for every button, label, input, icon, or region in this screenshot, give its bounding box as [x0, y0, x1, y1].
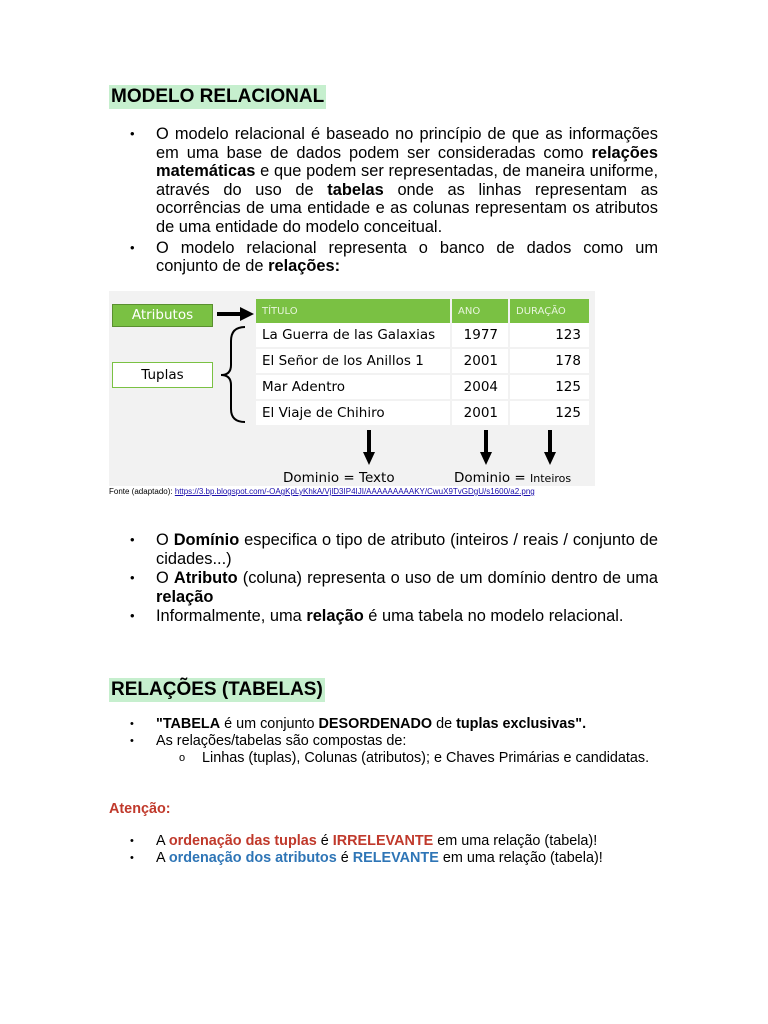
bullet-text: O modelo relacional representa o banco de dados como um conjunto de de relações: — [156, 238, 658, 276]
bullet-item-tabela-definicao — [0, 716, 768, 733]
table-header-row — [256, 299, 590, 323]
bullet-item-ordenacao-tuplas — [0, 833, 768, 850]
source-link[interactable]: https://3.bp.blogspot.com/-OAgKpLyKhkA/VjlD3IP4IJI/AAAAAAAAAKY/CwuX9TvGDgU/s1600/a2.png — [174, 487, 535, 496]
tabelas-bullet-list — [0, 716, 768, 767]
bullet-text: As relações/tabelas são compostas de: — [156, 733, 407, 749]
relational-model-figure — [109, 291, 595, 486]
bullet-item-dominio — [0, 531, 768, 568]
bullet-glyph: • — [130, 532, 135, 547]
cell-duracao: 123 — [509, 323, 590, 348]
bullet-text: A ordenação das tuplas é IRRELEVANTE em uma relação (tabela)! — [156, 833, 598, 849]
bullet-glyph: • — [130, 835, 134, 847]
movies-relation-table — [256, 299, 591, 427]
table-row — [256, 348, 590, 374]
cell-titulo: El Señor de los Anillos 1 — [256, 348, 451, 374]
down-arrow-icon — [363, 430, 375, 465]
cell-ano: 2004 — [451, 374, 509, 400]
cell-titulo: El Viaje de Chihiro — [256, 400, 451, 426]
cell-titulo: Mar Adentro — [256, 374, 451, 400]
sub-list-item — [0, 750, 768, 767]
cell-duracao: 125 — [509, 374, 590, 400]
bullet-glyph: • — [130, 718, 134, 730]
cell-ano: 1977 — [451, 323, 509, 348]
sub-item-text: Linhas (tuplas), Colunas (atributos); e Chaves Primárias e candidatas. — [202, 750, 650, 766]
cell-duracao: 125 — [509, 400, 590, 426]
bullet-item-composicao — [0, 733, 768, 767]
bullet-item-atributo — [0, 569, 768, 606]
down-arrow-icon — [480, 430, 492, 465]
figure-source-caption: Fonte (adaptado): https://3.bp.blogspot.com/-OAgKpLyKhkA/VjlD3IP4IJI/AAAAAAAAAKY/CwuX9TvGDgU/s1600/a2.png — [109, 487, 535, 496]
cell-duracao: 178 — [509, 348, 590, 374]
dominio-texto-label: Dominio = Texto — [283, 470, 395, 486]
bullet-glyph: • — [130, 852, 134, 864]
dominio-inteiros-label: Dominio = Inteiros — [454, 470, 572, 486]
atributos-tag: Atributos — [112, 304, 213, 327]
bullet-text: O modelo relacional é baseado no princípio de que as informações em uma base de dados podem ser consideradas como relações matemáticas e que podem ser representadas, de maneira uniforme, através do uso de tabelas onde as linhas representam as ocorrências de uma entidade e as colunas representam os atributos de uma entidade do modelo conceitual. — [156, 125, 658, 236]
bullet-text: O Atributo (coluna) representa o uso de um domínio dentro de uma relação — [156, 569, 658, 606]
bullet-glyph: • — [130, 570, 135, 586]
bullet-text: A ordenação dos atributos é RELEVANTE em uma relação (tabela)! — [156, 850, 603, 866]
column-header-titulo: TÍTULO — [256, 299, 451, 323]
bullet-glyph: • — [130, 608, 135, 624]
bullet-glyph: • — [130, 735, 134, 747]
tuplas-tag: Tuplas — [112, 362, 213, 388]
atencao-bullet-list — [0, 833, 768, 867]
down-arrow-icon — [544, 430, 556, 465]
bullet-item-1 — [0, 125, 768, 237]
bullet-item-relacao — [0, 607, 768, 626]
tuplas-brace-icon — [221, 327, 245, 422]
dominio-bullet-list — [0, 531, 768, 627]
modelo-relacional-bullet-list — [0, 125, 768, 276]
bullet-text: O Domínio especifica o tipo de atributo (inteiros / reais / conjunto de cidades...) — [156, 531, 658, 568]
bullet-item-ordenacao-atributos — [0, 850, 768, 867]
table-row — [256, 374, 590, 400]
cell-ano: 2001 — [451, 400, 509, 426]
bullet-item-2 — [0, 239, 768, 276]
composicao-sub-list — [0, 750, 768, 767]
bullet-text: Informalmente, uma relação é uma tabela no modelo relacional. — [156, 607, 624, 626]
right-arrow-icon — [217, 307, 254, 321]
sub-bullet-glyph: o — [179, 752, 186, 764]
table-row — [256, 400, 590, 426]
cell-titulo: La Guerra de las Galaxias — [256, 323, 451, 348]
cell-ano: 2001 — [451, 348, 509, 374]
section-heading-relacoes-tabelas: RELAÇÕES (TABELAS) — [111, 679, 323, 700]
column-header-duracao: DURAÇÃO — [509, 299, 590, 323]
table-row — [256, 323, 590, 348]
bullet-glyph: • — [130, 239, 135, 255]
atencao-label: Atenção: — [109, 801, 171, 817]
section-heading-modelo-relacional: MODELO RELACIONAL — [111, 86, 325, 107]
bullet-text: "TABELA é um conjunto DESORDENADO de tuplas exclusivas". — [156, 716, 587, 732]
column-header-ano: ANO — [451, 299, 509, 323]
bullet-glyph: • — [130, 126, 135, 141]
